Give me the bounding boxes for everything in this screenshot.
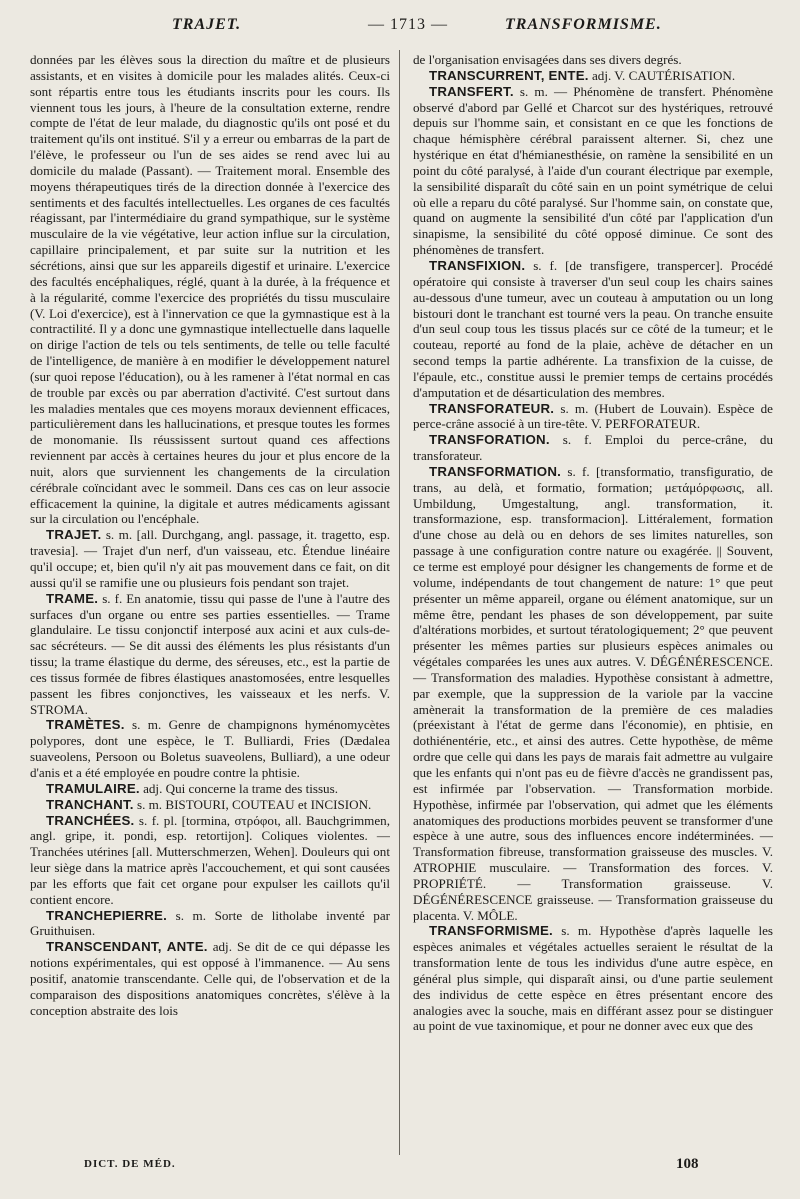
header-left-guide-word: TRAJET. [172,16,242,33]
footer-signature: DICT. DE MÉD. [84,1158,176,1170]
page-number-header: — 1713 — [368,16,448,33]
continuation-paragraph [30,52,390,527]
entry-headword: TRANSCENDANT, ANTE. [46,939,208,955]
entry-text: s. f. [de transfigere, transpercer]. Procédé opératoire qui consiste à traverser d'un seul coup les chairs saines au-dessous d'une tumeur, avec un couteau à amputation ou un long bistouri dont le tranchant est tourné vers la peau. On tranche ensuite d'un seul coup tous les tissus placés sur ce côté de la tumeur; et le couteau, reporté au fond de la plaie, achève de détacher en un second temps la partie adhérente. La transfixion de la cuisse, de l'épaule, etc., constitue aussi le premier temps de certains procédés d'amputation et de désarticulation des membres. [413,257,773,400]
entry-text: s. f. En anatomie, tissu qui passe de l'une à l'autre des surfaces d'un organe ou entre ses parties essentielles. — Trame glandulaire. Le tissu conjonctif interposé aux acini et aux culs-de-sac sécréteurs. — Se dit aussi des éléments les plus résistants d'un tissu; la trame élastique du derme, des séreuses, etc., est la partie de ces tissus formée de fibres élastiques anastomosées, entre lesquelles passent les fibres conjonctives, les vaisseaux et les nerfs. V. STROMA. [30,590,390,717]
entry-headword: TRANSFORATION. [429,432,550,448]
right-column [413,52,773,1152]
entry-text: s. m. (Hubert de Louvain). Espèce de perce-crâne associé à un tire-tête. V. PERFORATEUR. [413,400,773,432]
entry-trame [30,591,390,718]
entry-headword: TRANCHEPIERRE. [46,907,168,923]
entry-headword: TRAJET. [46,527,102,543]
entry-transforateur [413,401,773,433]
entry-text: s. f. [transformatio, transfiguratio, de trans, au delà, et formatio, formation; μετάμόρφωσις, all. Umbildung, Umgestaltung, angl. transformation, it. transformazione, esp. transformacion]. Littéralement, formation d'une chose au delà ou en dehors de ses limites naturelles, son passage à une configuration contre nature ou exagérée. || Souvent, ce terme est employé pour désigner les changements de forme et de volume, indépendants de tout changement de nature: 1° que peut présenter un même appareil, organe ou élément anatomique, sur un même être, pendant les phases de son développement, par suite d'altérations morbides, et surtout tératologiquement; 2° que peuvent présenter les mêmes parties sur plusieurs espèces animales ou végétales comparées les unes aux autres. V. DÉGÉNÉRESCENCE. — Transformation des maladies. Hypothèse consistant à admettre, par exemple, que la suppression de la variole par la vaccine amènerait la transformation de la première de ces maladies (préexistant à l'état de germe dans l'économie), en phtisie, en dothiénentérie, etc., et ainsi des autres. Cette hypothèse, de même ordre que celle qui dans les pays de marais fait admettre au vulgaire que les enfants qui n'ont pas eu de fièvre d'accès ne grandissent pas, est infirmée par l'observation. — Transformation morbide. Hypothèse, infirmée par l'observation, qui admet que les éléments anatomiques des productions morbides peuvent se transformer d'une espèce à une autre, sous des influences encore indéterminées. — Transformation fibreuse, transformation graisseuse des muscles. V. ATROPHIE musculaire. — Transformation des forces. V. PROPRIÉTÉ. — Transformation graisseuse. V. DÉGÉNÉRESCENCE graisseuse. — Transformation graisseuse du placenta. V. MÔLE. [413,463,773,923]
entry-text: de l'organisation envisagées dans ses divers degrés. [413,52,682,67]
entry-text: s. f. Emploi du perce-crâne, du transforateur. [413,432,773,464]
entry-headword: TRAMULAIRE. [46,780,140,796]
entry-headword: TRAME. [46,590,99,606]
entry-trajet [30,527,390,590]
entry-text: s. m. [all. Durchgang, angl. passage, it. tragetto, esp. travesia]. — Trajet d'un nerf, d'un vaisseau, etc. Étendue linéaire qu'il occupe; et, bien qu'il n'y ait pas mouvement dans ce fait, on dit aussi qu'il se ramifie une ou plusieurs fois pendant son trajet. [30,527,390,590]
entry-headword: TRANSFORMISME. [429,923,553,939]
entry-tramulaire [30,781,390,797]
entry-text: adj. Qui concerne la trame des tissus. [143,780,338,796]
entry-text: s. m. Hypothèse d'après laquelle les espèces animales et végétales actuelles seraient le résultat de la transformation lente de tous les individus d'une autre espèce, en général plus simple, qui disparaît ainsi, ou d'une partie seulement des individus de cette espèce en êtres présentant encore des analogies avec la souche, mais en différant assez pour se distinguer au point de vue taxinomique, et pour ne donner avec eux que des [413,923,773,1034]
entry-headword: TRANSFORATEUR. [429,400,555,416]
entry-text: s. m. Genre de champignons hyménomycètes polypores, dont une espèce, le T. Bulliardi, Fries (Dædalea suaveolens, Persoon ou Boletus suaveolens, Bulliard), a une odeur d'anis et a été employée en poudre contre la phtisie. [30,717,390,780]
entry-headword: TRANSFIXION. [429,257,526,273]
column-divider [399,50,400,1155]
entry-headword: TRANCHANT. [46,796,134,812]
entry-transfert [413,84,773,258]
entry-text: adj. Se dit de ce qui dépasse les notions expérimentales, qui est opposé à l'immanence. — Au sens positif, anatomie transcendante. Celle qui, de l'observation et de la comparaison des dispositions anatomiques concrètes, s'élève à la conception abstraite des lois [30,939,390,1018]
footer-sheet-number: 108 [676,1156,699,1172]
entry-text: s. m. BISTOURI, COUTEAU et INCISION. [136,796,372,812]
entry-text: adj. V. CAUTÉRISATION. [591,67,736,83]
entry-text: données par les élèves sous la direction du maître et de plusieurs assistants, et en visites à domicile pour les malades alités. Ceux-ci sont répartis entre tous les étudiants inscrits pour les cours. Ils viennent tous les jours, à l'heure de la consultation externe, rendre compte de l'état de leur malade, du diagnostic qu'ils ont posé et du traitement qu'ils ont institué. S'il y a erreur ou embarras de la part de l'élève, le professeur ou l'un de ses aides se rend avec lui au domicile du malade (Passant). — Traitement moral. Ensemble des moyens thérapeutiques tirés de la direction donnée à l'exercice des sentiments et des facultés intellectuelles. Les organes de ces facultés réagissant, par l'intermédiaire du grand sympathique, sur le système musculaire de la vie végétative, leur action influe sur la circulation, capillaire principalement, et par suite sur la nutrition et les sécrétions, ainsi que sur les appareils digestif et urinaire. L'exercice des facultés encéphaliques, réglé, quant à la durée, à la fréquence et à la régularité, comme l'exercice des propriétés du tissu musculaire (V. Loi d'exercice), est à l'innervation ce que la gymnastique est à la contractilité. Il y a donc une gymnastique intellectuelle dans laquelle on dirige l'action de tels ou tels sentiments, de telle ou telle faculté de l'intelligence, de manière à en modifier le développement naturel (sur quoi repose l'éducation), ou à les ramener à l'état normal en cas de trouble par excès ou par aberration d'activité. C'est surtout dans les maladies mentales que ces moyens moraux deviennent efficaces, particulièrement dans les hallucinations, et presque toutes les formes de monomanie. Ils réussissent surtout quand ces affections reviennent par accès à certaines heures du jour et plus encore de la nuit, alors que surviennent les changements de la circulation cérébrale coïncidant avec le sommeil. Dans ces cas on leur associe efficacement la quinine, la digitale et autres médicaments agissant sur la circulation ou l'encéphale. [30,52,390,527]
running-header [0,16,800,42]
entry-transcurrent [413,68,773,84]
entry-tranchant [30,797,390,813]
entry-text: s. m. Sorte de litholabe inventé par Gruithuisen. [30,907,390,939]
entry-text: s. m. — Phénomène de transfert. Phénomène observé d'abord par Gellé et Charcot sur des hystériques, retrouvé depuis sur l'homme sain, et consistant en ce que les fonctions de chaque hémisphère cérébral paraissent alterner. Si, chez une hystérique en état d'hémianesthésie, on ramène la sensibilité en un point du côté paralysé, à l'aide d'un courant électrique par exemple, la sensibilité disparaît du côté sain en un point symétrique de celui où elle a reparu du côté paralysé. Sur l'homme sain, on constate que, quand on augmente la sensibilité d'un côté par l'application d'un sinapisme, la sensibilité du côté opposé diminue. Ce sont des phénomènes de transfert. [413,83,773,258]
entry-trametes [30,717,390,780]
entry-transforation [413,432,773,464]
entry-transformation [413,464,773,923]
entry-transformisme [413,923,773,1034]
page-footer [0,1158,800,1178]
entry-transfixion [413,258,773,401]
entry-headword: TRANSFORMATION. [429,463,562,479]
entry-tranchees [30,813,390,908]
entry-headword: TRANSFERT. [429,83,514,99]
entry-text: s. f. pl. [tormina, στρόφοι, all. Bauchgrimmen, angl. gripe, it. pondi, esp. retortijon]. Coliques violentes. — Tranchées utérines [all. Mutterschmerzen, Wehen]. Douleurs qui ont leur siège dans la matrice après l'accouchement, et qui sont causées par les efforts que fait cet organe pour expulser les caillots qu'il contient encore. [30,812,390,907]
left-column [30,52,390,1152]
entry-headword: TRAMÈTES. [46,717,125,733]
entry-tranchepierre [30,908,390,940]
entry-headword: TRANSCURRENT, ENTE. [429,67,589,83]
header-right-guide-word: TRANSFORMISME. [505,16,662,33]
entry-transcendant [30,939,390,1018]
entry-headword: TRANCHÉES. [46,812,135,828]
continuation-paragraph [413,52,773,68]
